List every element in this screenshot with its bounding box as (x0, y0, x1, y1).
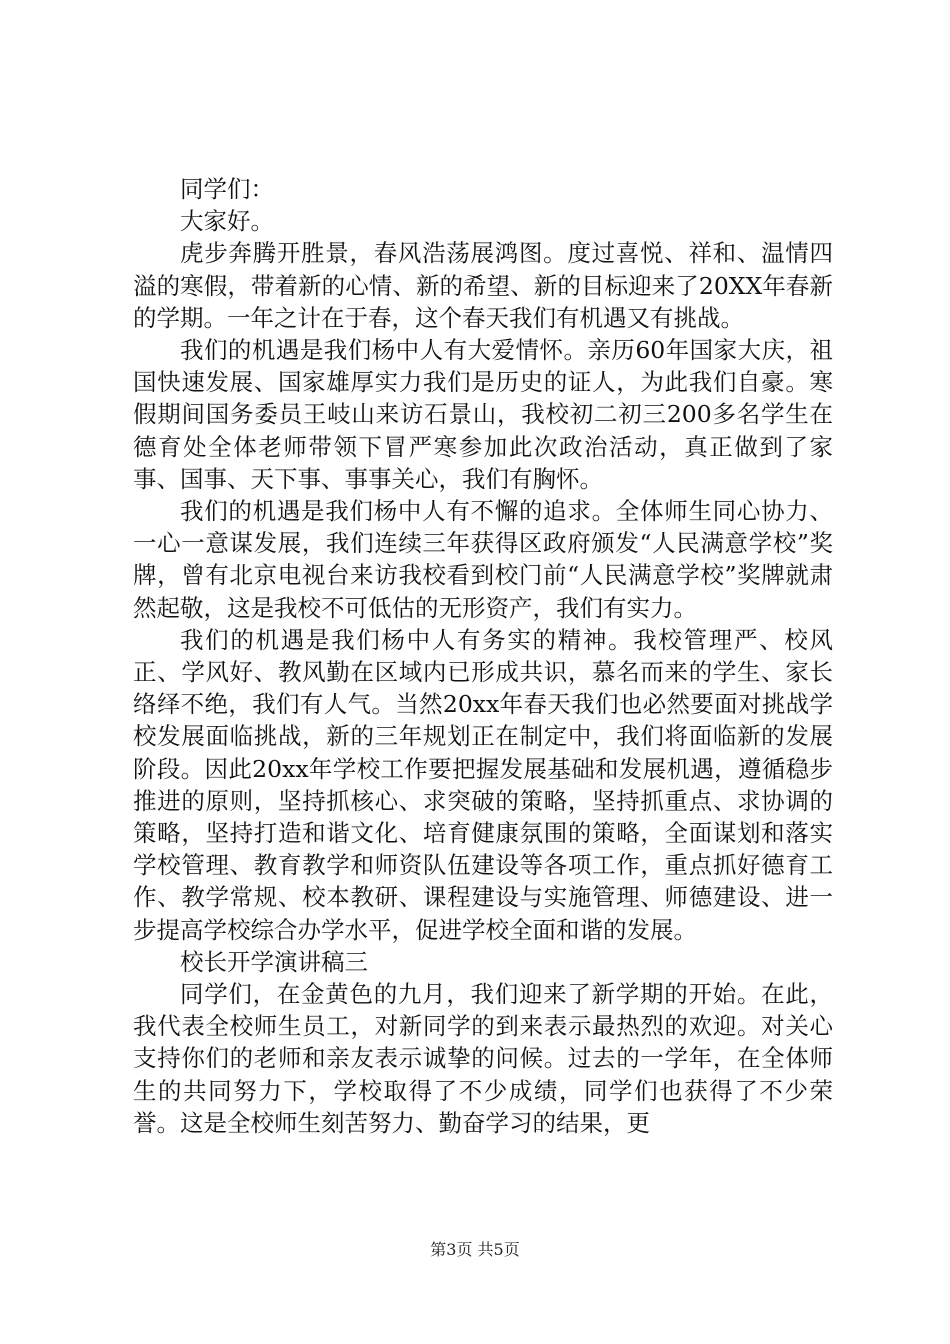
body-paragraph: 虎步奔腾开胜景，春风浩荡展鸿图。度过喜悦、祥和、温情四溢的寒假，带着新的心情、新的希望、新的目标迎来了20XX年春新的学期。一年之计在于春，这个春天我们有机遇又有挑战。 (133, 239, 833, 332)
body-paragraph: 我们的机遇是我们杨中人有不懈的追求。全体师生同心协力、一心一意谋发展，我们连续三年获得区政府颁发“人民满意学校”奖牌，曾有北京电视台来访我校看到校门前“人民满意学校”奖牌就肃然起敬，这是我校不可低估的无形资产，我们有实力。 (133, 497, 833, 622)
body-paragraph: 同学们，在金黄色的九月，我们迎来了新学期的开始。在此，我代表全校师生员工，对新同学的到来表示最热烈的欢迎。对关心支持你们的老师和亲友表示诚挚的问候。过去的一学年，在全体师生的共同努力下，学校取得了不少成绩，同学们也获得了不少荣誉。这是全校师生刻苦努力、勤奋学习的结果，更 (133, 980, 833, 1137)
body-paragraph: 我们的机遇是我们杨中人有务实的精神。我校管理严、校风正、学风好、教风勤在区域内已形成共识，慕名而来的学生、家长络绎不绝，我们有人气。当然20xx年春天我们也必然要面对挑战学校发展面临挑战，新的三年规划正在制定中，我们将面临新的发展阶段。因此20xx年学校工作要把握发展基础和发展机遇，遵循稳步推进的原则，坚持抓核心、求突破的策略，坚持抓重点、求协调的策略，坚持打造和谐文化、培育健康氛围的策略，全面谋划和落实学校管理、教育教学和师资队伍建设等各项工作，重点抓好德育工作、教学常规、校本教研、课程建设与实施管理、师德建设、进一步提高学校综合办学水平，促进学校全面和谐的发展。 (133, 625, 833, 944)
salutation: 同学们： (180, 175, 274, 203)
section-heading: 校长开学演讲稿三 (180, 947, 368, 976)
body-paragraph: 我们的机遇是我们杨中人有大爱情怀。亲历60年国家大庆，祖国快速发展、国家雄厚实力我们是历史的证人，为此我们自豪。寒假期间国务委员王岐山来访石景山，我校初二初三200多名学生在德育处全体老师带领下冒严寒参加此次政治活动，真正做到了家事、国事、天下事、事事关心，我们有胸怀。 (133, 336, 833, 493)
greeting: 大家好。 (180, 207, 274, 236)
page-footer: 第3页 共5页 (430, 1240, 520, 1259)
document-body (133, 173, 833, 1139)
